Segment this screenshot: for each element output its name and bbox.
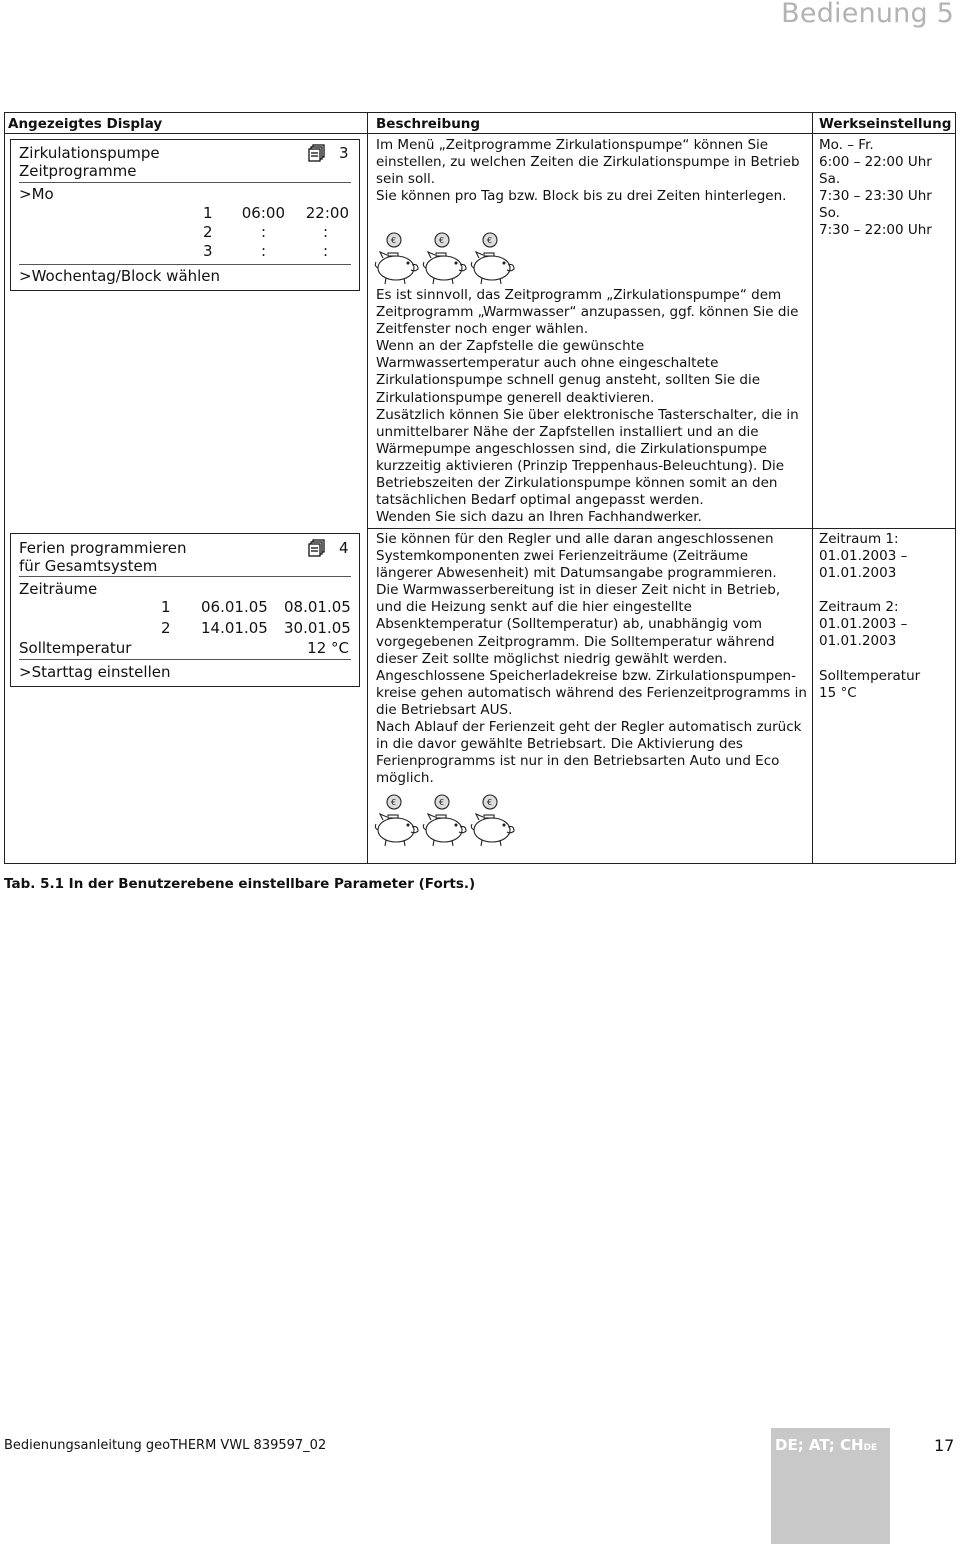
display-divider — [19, 659, 351, 660]
period-end-date[interactable]: 30.01.05 — [284, 619, 351, 637]
page-header-title: Bedienung 5 — [781, 0, 954, 29]
description-paragraph: Die Warmwasserbereitung ist in dieser Zeit nicht in Betrieb, und die Heizung senkt auf die hier eingestellte Absenktemperatur (Solltemperatur) ab, unabhängig vom vorgegebenen Zeitprogramm. Die Solltemperatur während dieser Zeit sollte möglichst niedrig gewählt werden. — [376, 582, 781, 667]
factory-line: 15 °C — [819, 684, 857, 701]
display-title: Ferien programmieren — [19, 539, 187, 557]
factory-line: 7:30 – 23:30 Uhr — [819, 188, 932, 205]
period-start-date[interactable]: 06.01.05 — [201, 598, 268, 616]
factory-line: 01.01.2003 – — [819, 548, 908, 565]
factory-line: Zeitraum 1: — [819, 531, 899, 547]
slot-number: 2 — [203, 223, 213, 241]
display-title: Zirkulationspumpe — [19, 144, 160, 162]
display-divider — [19, 182, 351, 183]
description-paragraph: Sie können pro Tag bzw. Block bis zu drei Zeiten hinterlegen. — [376, 188, 787, 205]
display-subtitle: Zeitprogramme — [19, 162, 137, 180]
slot-end-time[interactable]: : — [323, 223, 329, 241]
col-header-display: Angezeigtes Display — [8, 116, 163, 132]
column-divider — [367, 112, 368, 864]
menu-pages-icon — [308, 539, 326, 557]
page-number: 17 — [934, 1436, 955, 1455]
description-paragraph: Sie können für den Regler und alle daran angeschlossenen Systemkomponenten zwei Ferienzeiträume (Zeiträume längerer Abwesenheit) mit Datumsangabe programmieren. — [376, 531, 777, 582]
menu-number: 4 — [339, 539, 349, 557]
factory-line: Mo. – Fr. — [819, 137, 874, 153]
factory-line: Solltemperatur — [819, 667, 921, 684]
target-temperature-value[interactable]: 12 °C — [307, 639, 349, 657]
description-paragraph: Zusätzlich können Sie über elektronische Tasterschalter, die in unmittelbarer Nähe der Zapfstellen installiert und an die Wärmepumpe angeschlossen sind, die Zirkulationspumpe kurzzeitig aktivieren (Prinzip Treppenhaus-Beleuchtung). Die Betriebszeiten der Zirkulationspumpe können somit an den tatsächlichen Bedarf optimal angepasst werden. — [376, 406, 799, 509]
country-badge — [771, 1428, 890, 1544]
description-paragraph: Es ist sinnvoll, das Zeitprogramm „Zirkulationspumpe“ dem Zeitprogramm „Warmwasser“ anzupassen, ggf. können Sie die Zeitfenster noch enger wählen. — [376, 287, 799, 338]
description-circulation-pump-tips — [376, 287, 808, 526]
factory-line: 01.01.2003 — [819, 565, 897, 582]
period-end-date[interactable]: 08.01.05 — [284, 598, 351, 616]
description-paragraph: Nach Ablauf der Ferienzeit geht der Regler automatisch zurück in die davor gewählte Betriebsart. Die Aktivierung des Ferienprogramms ist nur in den Betriebsarten Auto und Eco möglich. — [376, 719, 802, 787]
factory-line: 01.01.2003 – — [819, 616, 908, 633]
description-holiday-program — [376, 531, 808, 787]
factory-line: 7:30 – 22:00 Uhr — [819, 222, 932, 239]
factory-line: 6:00 – 22:00 Uhr — [819, 154, 932, 171]
slot-number: 1 — [203, 204, 213, 222]
display-divider — [19, 264, 351, 265]
factory-spacer — [819, 651, 954, 668]
table-caption: Tab. 5.1 In der Benutzerebene einstellbare Parameter (Forts.) — [4, 876, 476, 892]
factory-line: Zeitraum 2: — [819, 599, 899, 616]
table-header-row — [4, 112, 956, 134]
display-footer-hint: >Starttag einstellen — [19, 663, 171, 681]
period-start-date[interactable]: 14.01.05 — [201, 619, 268, 637]
slot-number: 3 — [203, 242, 213, 260]
manual-reference: Bedienungsanleitung geoTHERM VWL 839597_02 — [4, 1438, 327, 1453]
target-temperature-label: Solltemperatur — [19, 639, 132, 657]
factory-line: Sa. — [819, 171, 841, 188]
svg-text:€: € — [391, 236, 397, 245]
country-codes: DE; AT; CHDE — [775, 1436, 878, 1454]
display-subtitle: für Gesamtsystem — [19, 557, 158, 575]
slot-end-time[interactable]: 22:00 — [305, 204, 349, 222]
column-divider — [812, 112, 813, 864]
menu-number: 3 — [339, 144, 349, 162]
description-paragraph: Wenn an der Zapfstelle die gewünschte Warmwassertemperatur auch ohne eingeschaltete Zirkulationspumpe schnell genug ansteht, sollten Sie die Zirkulationspumpe generell deaktivieren. — [376, 338, 761, 406]
col-header-description: Beschreibung — [376, 116, 481, 132]
slot-start-time[interactable]: : — [261, 223, 267, 241]
display-holiday-program — [10, 533, 360, 687]
piggy-bank-icon — [374, 790, 524, 852]
description-circulation-pump — [376, 137, 808, 205]
language-code: DE — [863, 1443, 878, 1453]
menu-pages-icon — [308, 144, 326, 162]
periods-label: Zeiträume — [19, 580, 98, 598]
display-footer-hint: >Wochentag/Block wählen — [19, 267, 221, 285]
description-paragraph: Im Menü „Zeitprogramme Zirkulationspumpe“ können Sie einstellen, zu welchen Zeiten die Zirkulationspumpe in Betrieb sein soll. — [376, 137, 800, 188]
period-number: 2 — [161, 619, 171, 637]
display-circulation-pump — [10, 139, 360, 291]
factory-line: So. — [819, 205, 840, 222]
row-divider — [367, 528, 956, 529]
slot-start-time[interactable]: : — [261, 242, 267, 260]
factory-spacer — [819, 582, 954, 599]
slot-end-time[interactable]: : — [323, 242, 329, 260]
factory-setting-circulation-pump — [819, 137, 954, 240]
period-number: 1 — [161, 598, 171, 616]
display-divider — [19, 576, 351, 577]
piggy-bank-icon — [374, 228, 524, 290]
description-paragraph: Wenden Sie sich dazu an Ihren Fachhandwerker. — [376, 509, 702, 526]
slot-start-time[interactable]: 06:00 — [241, 204, 285, 222]
col-header-factory: Werkseinstellung — [819, 116, 952, 132]
description-paragraph: Angeschlossene Speicherladekreise bzw. Zirkulationspumpen-kreise gehen automatisch während des Ferienzeitprogramms in die Betriebsart AUS. — [376, 667, 807, 718]
selected-day[interactable]: >Mo — [19, 185, 54, 203]
factory-setting-holiday-program — [819, 531, 954, 702]
factory-line: 01.01.2003 — [819, 633, 897, 650]
